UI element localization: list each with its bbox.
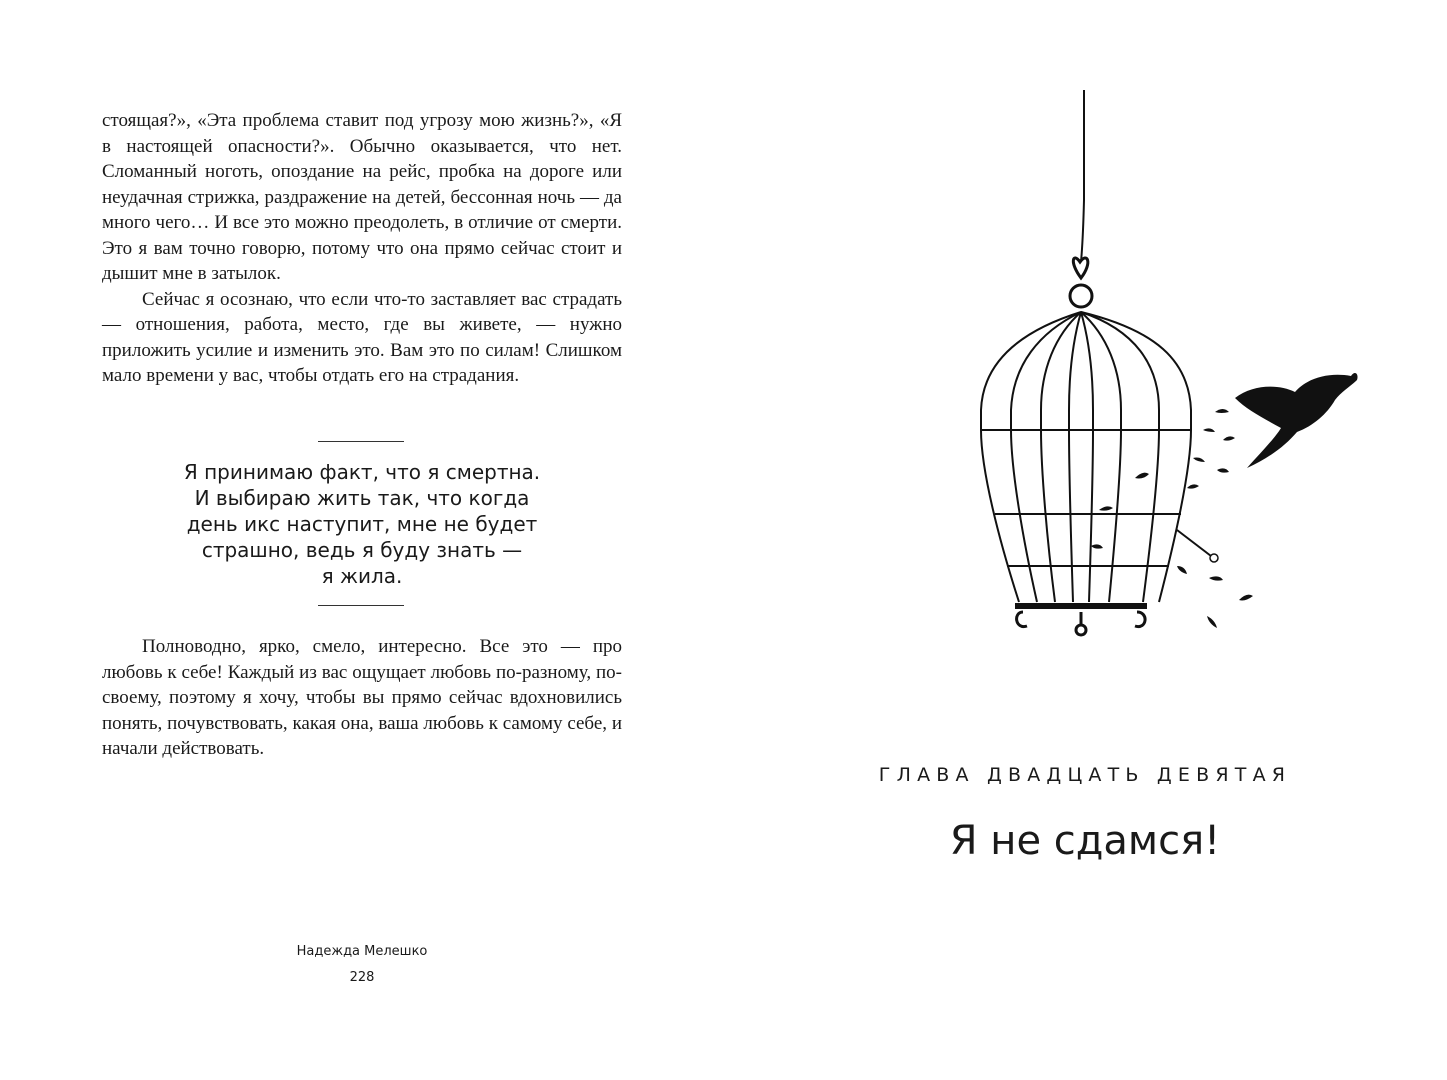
birdcage-with-flying-bird-icon [723, 0, 1447, 700]
quote-line: И выбираю жить так, что когда [194, 486, 530, 510]
page-number: 228 [349, 970, 375, 985]
paragraph: Сейчас я осознаю, что если что-то заставляет вас страдать — отношения, работа, место, где вы живете, — нужно приложить усилие и изменить это. Вам это по силам! Слишком мало времени у вас, чтобы отдать его на страдания. [102, 288, 622, 386]
chapter-title: Я не сдамся! [949, 818, 1221, 864]
paragraph: Полноводно, ярко, смело, интересно. Все это — про любовь к себе! Каждый из вас ощущает любовь по-разному, по-своему, поэтому я хочу, чтобы вы прямо сейчас вдохновились понять, почувствовать, какая она, ваша любовь к самому себе, и начали действовать. [102, 636, 622, 759]
chapter-label: ГЛАВА ДВАДЦАТЬ ДЕВЯТАЯ [878, 764, 1292, 786]
paragraph: стоящая?», «Эта проблема ставит под угрозу мою жизнь?», «Я в настоящей опасности?». Обычно оказывается, что нет. Сломанный ноготь, опоздание на рейс, пробка на дороге или неудачная стрижка, раздражение на детей, бессонная ночь — да много чего… И все это можно преодолеть, в отличие от смерти. Это я вам точно говорю, потому что она прямо сейчас стоит и дышит мне в затылок. [102, 110, 622, 284]
quote-line: Я принимаю факт, что я смертна. [183, 460, 541, 484]
quote-block [102, 459, 622, 589]
quote-line: страшно, ведь я буду знать — [201, 538, 523, 562]
text-block-bottom [102, 634, 622, 762]
divider-top [318, 441, 404, 442]
footer-author: Надежда Мелешко [296, 944, 428, 959]
divider-bottom [318, 605, 404, 606]
text-block-top [102, 108, 622, 389]
right-page [723, 0, 1447, 1080]
quote-line: я жила. [321, 564, 403, 588]
quote-line: день икс наступит, мне не будет [186, 512, 538, 536]
left-page [0, 0, 723, 1080]
